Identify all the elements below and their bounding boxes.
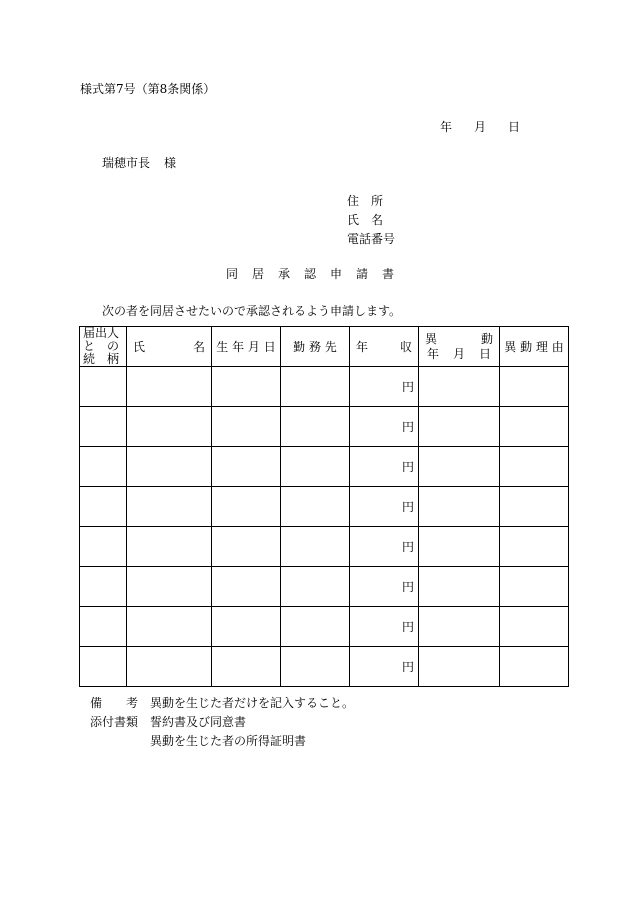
cell-workplace[interactable]: [281, 607, 350, 647]
cell-change-reason[interactable]: [500, 487, 569, 527]
date-line: [440, 121, 520, 133]
table-row: [80, 367, 569, 407]
cell-birth[interactable]: [212, 447, 281, 487]
cell-birth[interactable]: [212, 647, 281, 687]
header-change-month: 月: [452, 346, 465, 361]
applicant-address-label: 住 所: [347, 194, 384, 208]
cell-birth[interactable]: [212, 367, 281, 407]
cell-income[interactable]: 円: [350, 487, 419, 527]
cell-change-date[interactable]: [419, 527, 500, 567]
applicant-phone-label: 電話番号: [347, 232, 396, 246]
cell-name[interactable]: [127, 447, 212, 487]
attachment-item: 異動を生じた者の所得証明書: [150, 734, 307, 748]
cell-birth[interactable]: [212, 407, 281, 447]
cell-birth[interactable]: [212, 567, 281, 607]
form-number: 様式第7号（第8条関係）: [80, 82, 216, 96]
header-change-year: 年: [427, 346, 440, 361]
cell-change-reason[interactable]: [500, 407, 569, 447]
cell-workplace[interactable]: [281, 447, 350, 487]
header-name-right: 名: [192, 340, 205, 354]
header-change-date: [419, 327, 500, 367]
table-header-row: [80, 327, 569, 367]
cell-name[interactable]: [127, 647, 212, 687]
cell-name[interactable]: [127, 367, 212, 407]
cell-income[interactable]: 円: [350, 607, 419, 647]
cell-workplace[interactable]: [281, 647, 350, 687]
intro-text: 次の者を同居させたいので承認されるよう申請します。: [102, 304, 402, 318]
cell-birth[interactable]: [212, 527, 281, 567]
attachment-item: 誓約書及び同意書: [150, 715, 247, 729]
date-month-label: 月: [474, 120, 487, 134]
addressee: [102, 157, 176, 169]
header-name-left: 氏: [133, 340, 146, 354]
remarks-text: 異動を生じた者だけを記入すること。: [150, 696, 355, 710]
cell-change-date[interactable]: [419, 607, 500, 647]
table-row: [80, 647, 569, 687]
cell-change-reason[interactable]: [500, 647, 569, 687]
cell-change-date[interactable]: [419, 447, 500, 487]
header-relation: [80, 327, 127, 367]
header-income-left: 年: [356, 340, 369, 354]
cell-change-reason[interactable]: [500, 607, 569, 647]
cell-relation[interactable]: [80, 367, 127, 407]
header-birth: 生 年 月 日: [212, 327, 281, 367]
cell-name[interactable]: [127, 527, 212, 567]
cell-income[interactable]: 円: [350, 447, 419, 487]
cell-income[interactable]: 円: [350, 407, 419, 447]
table-row: [80, 447, 569, 487]
cell-change-date[interactable]: [419, 647, 500, 687]
cell-relation[interactable]: [80, 407, 127, 447]
cell-relation[interactable]: [80, 527, 127, 567]
cell-income[interactable]: 円: [350, 567, 419, 607]
header-name: [127, 327, 212, 367]
header-change-right: 動: [480, 331, 493, 346]
header-relation-line: 続 柄: [83, 352, 120, 366]
cell-relation[interactable]: [80, 607, 127, 647]
cell-change-date[interactable]: [419, 407, 500, 447]
cell-change-reason[interactable]: [500, 527, 569, 567]
header-workplace: 勤 務 先: [281, 327, 350, 367]
table-row: [80, 527, 569, 567]
cell-relation[interactable]: [80, 567, 127, 607]
date-day-label: 日: [508, 120, 521, 134]
applicant-name-label: 氏 名: [347, 213, 384, 227]
header-relation-line: 届出人: [83, 326, 120, 340]
cell-relation[interactable]: [80, 647, 127, 687]
cell-workplace[interactable]: [281, 527, 350, 567]
cell-name[interactable]: [127, 567, 212, 607]
cell-workplace[interactable]: [281, 567, 350, 607]
attachments-label: 添付書類: [90, 715, 139, 729]
cell-relation[interactable]: [80, 447, 127, 487]
header-income-right: 収: [399, 340, 412, 354]
cell-workplace[interactable]: [281, 367, 350, 407]
cell-income[interactable]: 円: [350, 647, 419, 687]
cell-change-date[interactable]: [419, 367, 500, 407]
cell-name[interactable]: [127, 607, 212, 647]
header-change-day: 日: [478, 346, 491, 361]
cell-income[interactable]: 円: [350, 367, 419, 407]
table-body: [80, 367, 569, 687]
cell-relation[interactable]: [80, 487, 127, 527]
cell-income[interactable]: 円: [350, 527, 419, 567]
cell-change-reason[interactable]: [500, 567, 569, 607]
header-income: [350, 327, 419, 367]
table-row: [80, 607, 569, 647]
table-row: [80, 487, 569, 527]
cell-change-reason[interactable]: [500, 447, 569, 487]
cell-workplace[interactable]: [281, 487, 350, 527]
header-relation-line: と の: [83, 339, 120, 353]
cell-change-date[interactable]: [419, 487, 500, 527]
cell-workplace[interactable]: [281, 407, 350, 447]
cell-name[interactable]: [127, 407, 212, 447]
date-year-label: 年: [440, 120, 453, 134]
header-change-left: 異: [425, 331, 438, 346]
remarks-label: 備 考: [90, 696, 139, 710]
document-title: 同居承認申請書: [226, 267, 409, 281]
header-change-reason: 異 動 理 由: [500, 327, 569, 367]
cell-change-date[interactable]: [419, 567, 500, 607]
cell-name[interactable]: [127, 487, 212, 527]
cohabitant-table: [79, 326, 569, 687]
cell-birth[interactable]: [212, 607, 281, 647]
cell-birth[interactable]: [212, 487, 281, 527]
table-row: [80, 567, 569, 607]
table-row: [80, 407, 569, 447]
cell-change-reason[interactable]: [500, 367, 569, 407]
addressee-name: 瑞穂市長: [102, 156, 151, 170]
addressee-honorific: 様: [164, 156, 177, 170]
